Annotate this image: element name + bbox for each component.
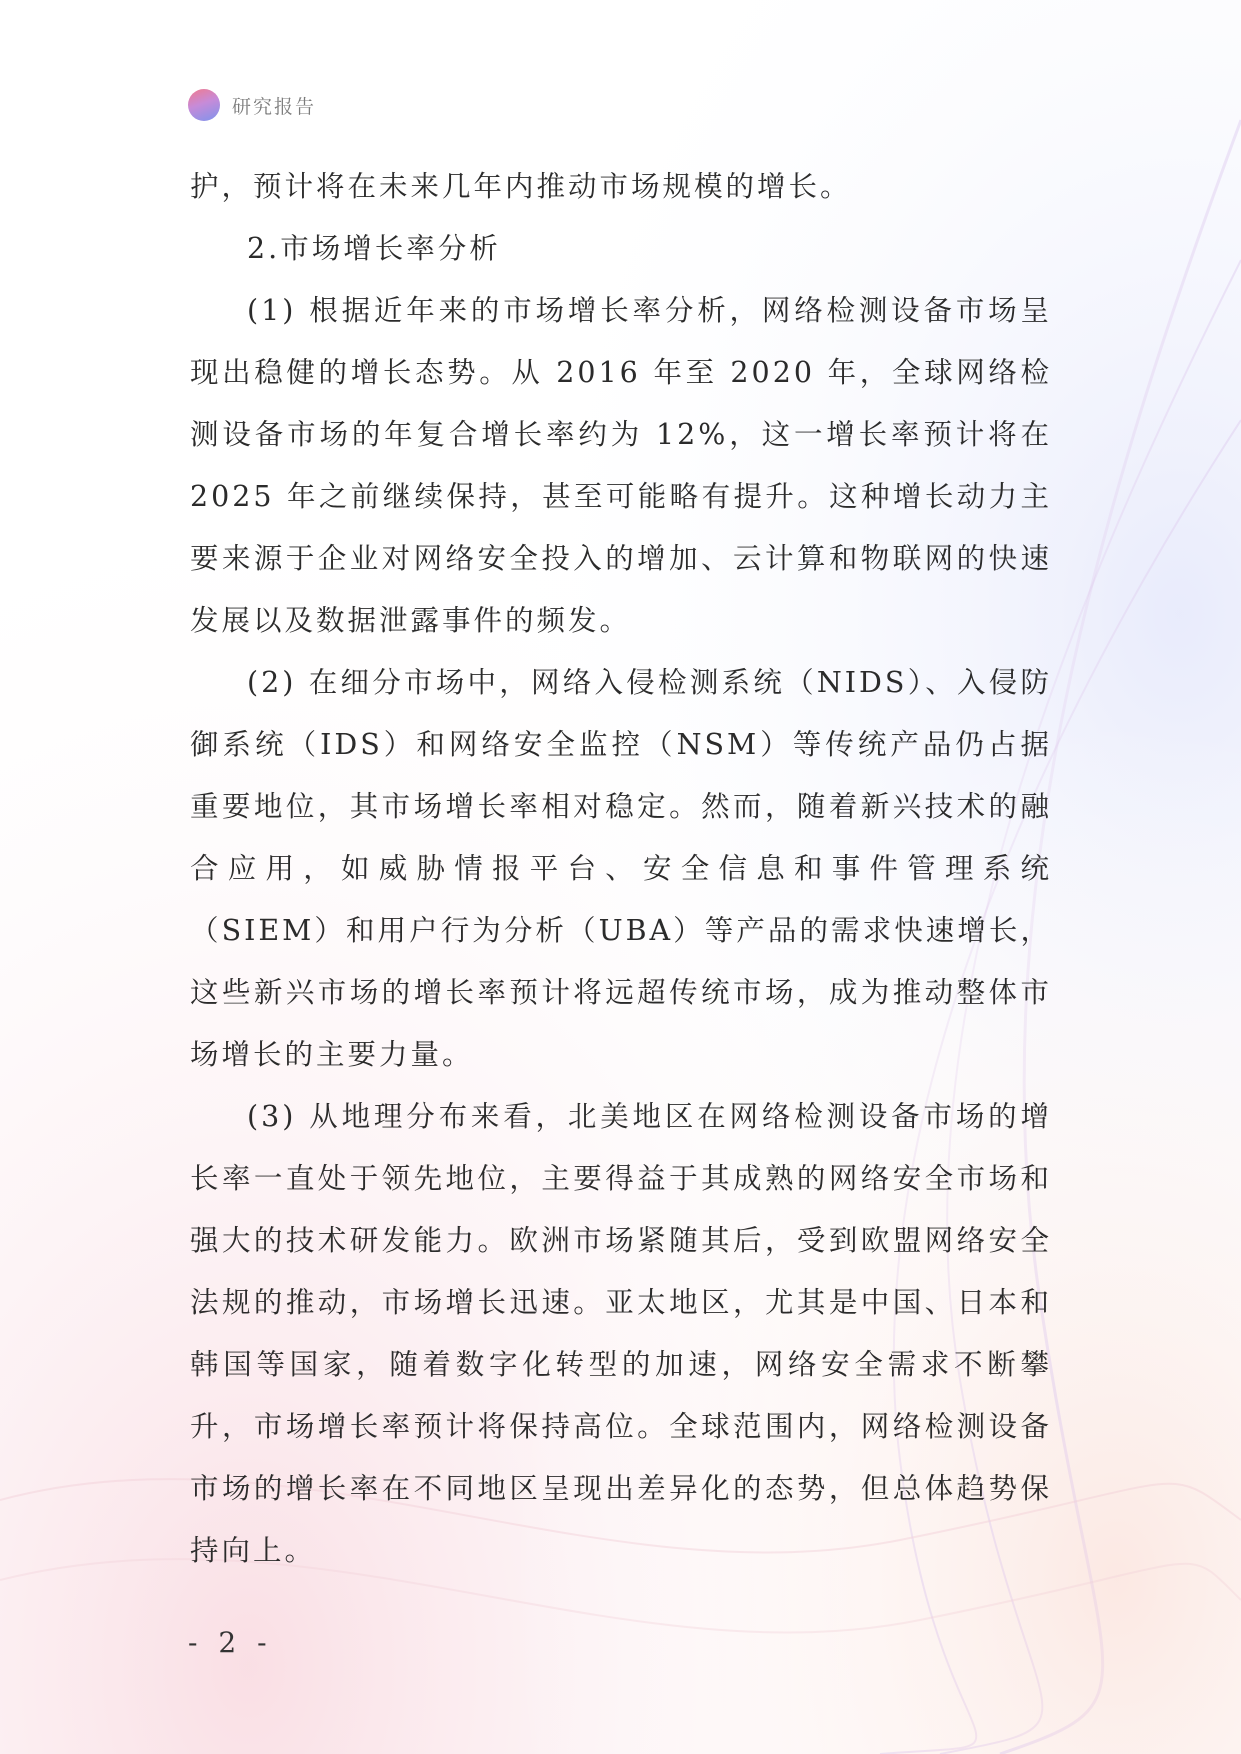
paragraph-growth-rate: (1) 根据近年来的市场增长率分析，网络检测设备市场呈现出稳健的增长态势。从 2016 年至 2020 年，全球网络检测设备市场的年复合增长率约为 12%，这一增长率预计将在 2025 年之前继续保持，甚至可能略有提升。这种增长动力主要来源于企业对网络安全投入的增加、云计算和物联网的快速发展以及数据泄露事件的频发。 (190, 294, 1052, 637)
page-number: - 2 - (188, 1626, 273, 1659)
report-header (188, 88, 316, 122)
paragraph-continuation: 护，预计将在未来几年内推动市场规模的增长。 (190, 170, 852, 203)
section-heading: 2.市场增长率分析 (247, 232, 501, 265)
logo-icon (188, 89, 220, 121)
document-body (190, 156, 1052, 1582)
paragraph-geography: (3) 从地理分布来看，北美地区在网络检测设备市场的增长率一直处于领先地位，主要得益于其成熟的网络安全市场和强大的技术研发能力。欧洲市场紧随其后，受到欧盟网络安全法规的推动，市场增长迅速。亚太地区，尤其是中国、日本和韩国等国家，随着数字化转型的加速，网络安全需求不断攀升，市场增长率预计将保持高位。全球范围内，网络检测设备市场的增长率在不同地区呈现出差异化的态势，但总体趋势保持向上。 (190, 1100, 1052, 1567)
paragraph-segments: (2) 在细分市场中，网络入侵检测系统（NIDS）、入侵防御系统（IDS）和网络安全监控（NSM）等传统产品仍占据重要地位，其市场增长率相对稳定。然而，随着新兴技术的融合应用，如威胁情报平台、安全信息和事件管理系统（SIEM）和用户行为分析（UBA）等产品的需求快速增长，这些新兴市场的增长率预计将远超传统市场，成为推动整体市场增长的主要力量。 (190, 666, 1052, 1071)
header-title: 研究报告 (232, 95, 317, 118)
